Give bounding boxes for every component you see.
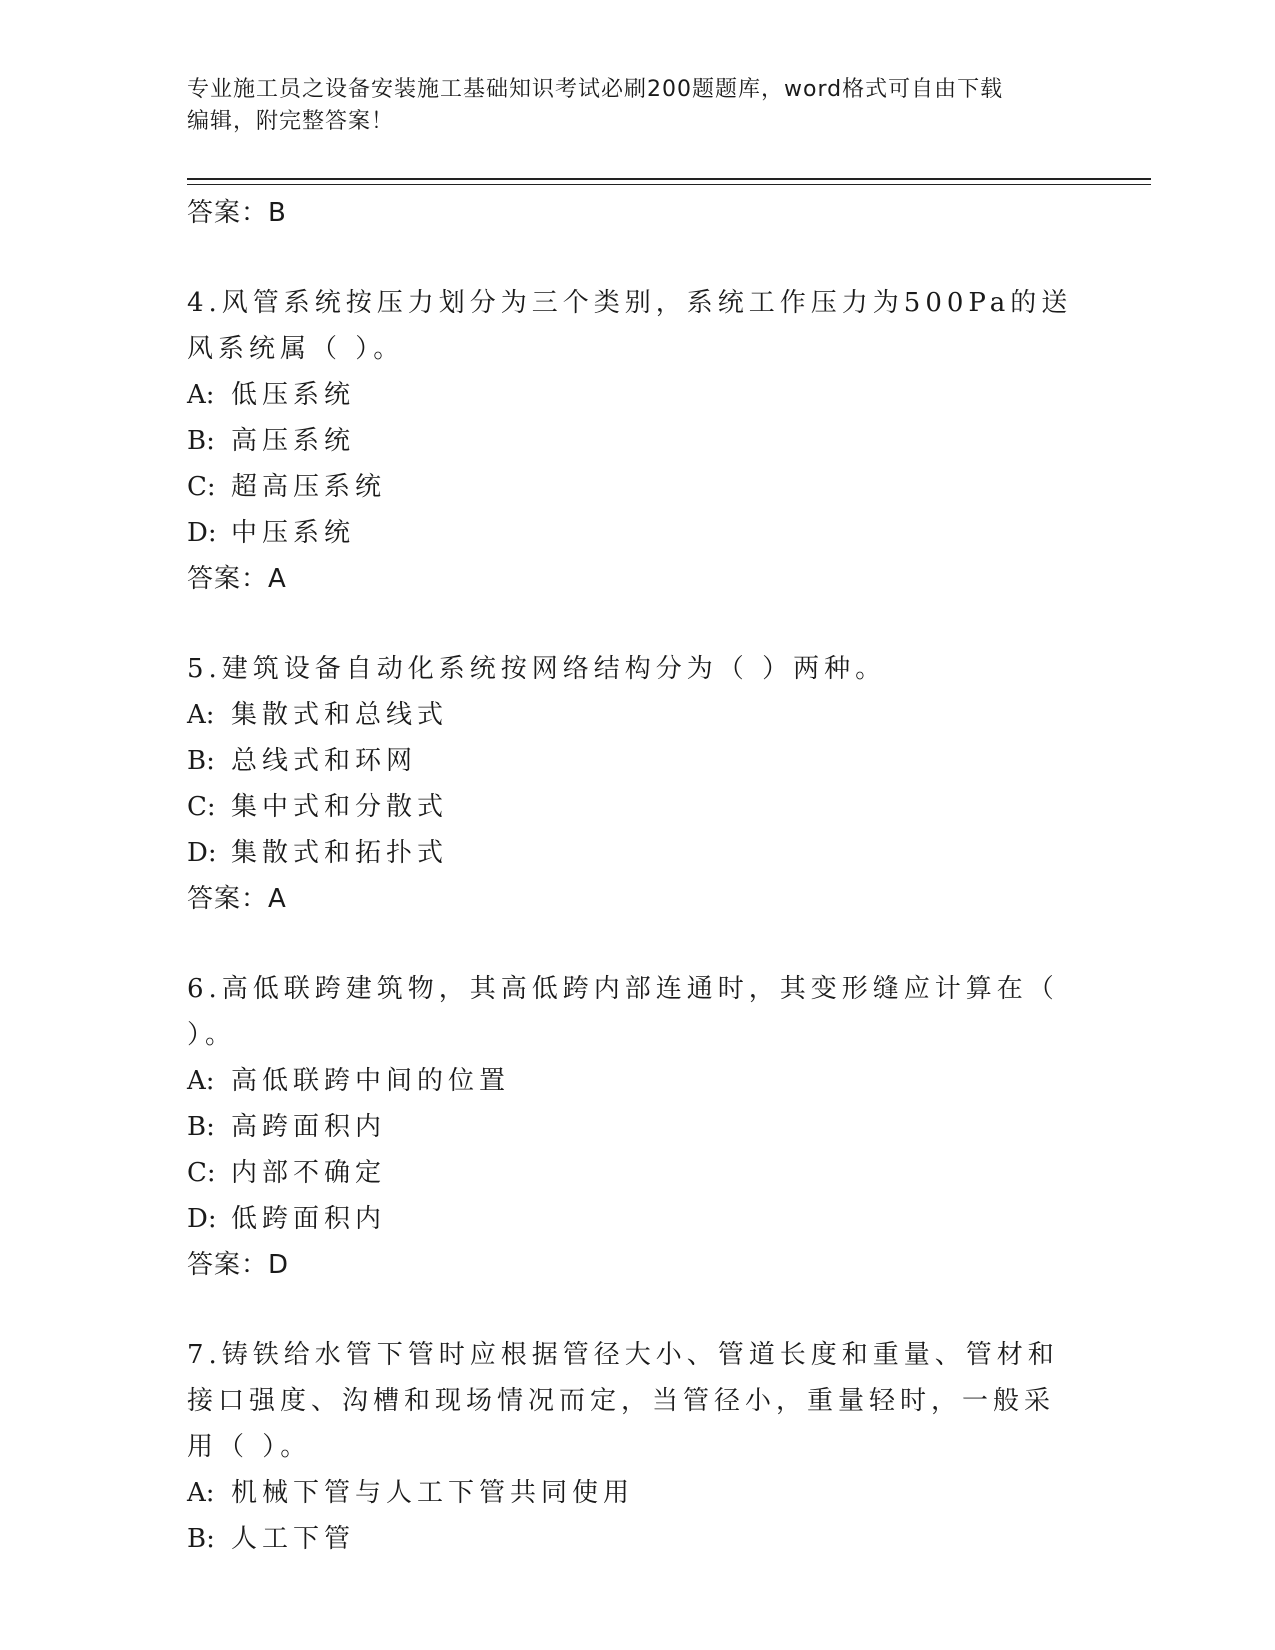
header-line-2: 编辑，附完整答案！	[187, 109, 395, 134]
document-body	[187, 190, 1087, 1562]
document-header	[187, 74, 1067, 138]
question-block-7	[187, 1332, 1087, 1562]
option-a: A: 机械下管与人工下管共同使用	[187, 1478, 635, 1508]
spacer	[187, 602, 1087, 646]
header-divider-thin	[187, 184, 1151, 185]
option-b: B: 总线式和环网	[187, 746, 418, 776]
answer-label: 答案：D	[187, 1250, 290, 1280]
option-c: C: 集中式和分散式	[187, 792, 449, 822]
question-text: 7.铸铁给水管下管时应根据管径大小、管道长度和重量、管材和接口强度、沟槽和现场情况而定，当管径小，重量轻时，一般采用（ ）。	[187, 1340, 1059, 1462]
option-c: C: 超高压系统	[187, 472, 387, 502]
spacer	[187, 236, 1087, 280]
option-a: A: 高低联跨中间的位置	[187, 1066, 511, 1096]
question-text: 6.高低联跨建筑物，其高低跨内部连通时，其变形缝应计算在（ ）。	[187, 974, 1059, 1050]
question-text: 5.建筑设备自动化系统按网络结构分为（ ）两种。	[187, 654, 887, 684]
option-d: D: 低跨面积内	[187, 1204, 387, 1234]
option-d: D: 中压系统	[187, 518, 356, 548]
question-block-6	[187, 966, 1087, 1288]
answer-label: 答案：A	[187, 884, 287, 914]
question-block-4	[187, 280, 1087, 602]
option-a: A: 低压系统	[187, 380, 356, 410]
question-text: 4.风管系统按压力划分为三个类别，系统工作压力为500Pa的送风系统属（ ）。	[187, 288, 1073, 364]
option-a: A: 集散式和总线式	[187, 700, 449, 730]
option-c: C: 内部不确定	[187, 1158, 387, 1188]
option-b: B: 高跨面积内	[187, 1112, 387, 1142]
question-block-5	[187, 646, 1087, 922]
option-d: D: 集散式和拓扑式	[187, 838, 449, 868]
spacer	[187, 1288, 1087, 1332]
option-b: B: 人工下管	[187, 1524, 356, 1554]
answer-label: 答案：A	[187, 564, 287, 594]
header-divider-thick	[187, 178, 1151, 180]
answer-previous: 答案：B	[187, 198, 287, 228]
spacer	[187, 922, 1087, 966]
header-line-1: 专业施工员之设备安装施工基础知识考试必刷200题题库，word格式可自由下载	[187, 77, 1004, 102]
option-b: B: 高压系统	[187, 426, 356, 456]
